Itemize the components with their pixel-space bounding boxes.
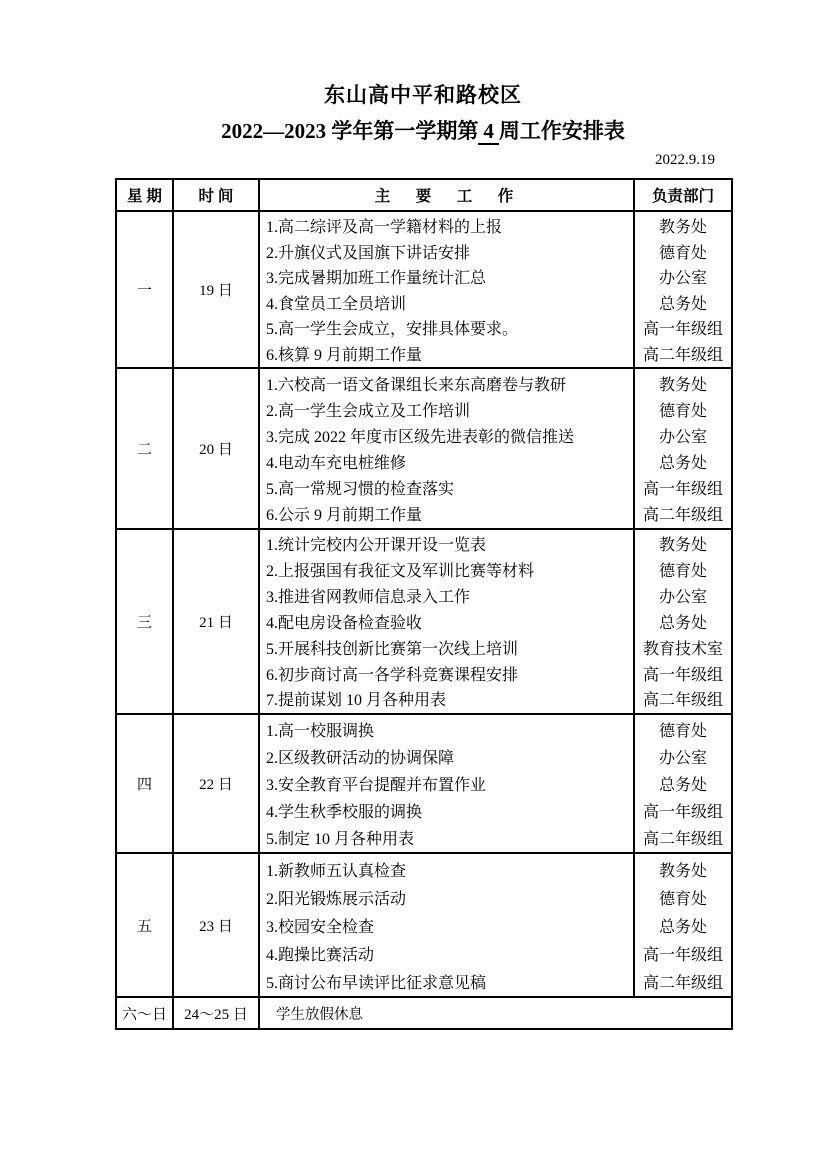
document-date: 2022.9.19 (655, 152, 715, 168)
work-item-number: 4. (266, 804, 278, 821)
day-cell: 二 (116, 368, 173, 529)
work-item-text: 制定 10 月各种用表 (278, 831, 415, 848)
work-item-number: 6. (266, 507, 278, 525)
work-item-number: 2. (266, 402, 278, 420)
work-item-text: 阳光锻炼展示活动 (278, 890, 407, 908)
work-item-number: 3. (266, 589, 278, 607)
dept-item: 总务处 (658, 918, 707, 936)
work-items-list (260, 213, 633, 366)
day-cell: 三 (116, 529, 173, 714)
work-item-text: 初步商讨高一各学科竞赛课程安排 (278, 666, 519, 684)
dept-item: 办公室 (658, 750, 707, 767)
work-items-cell (259, 211, 634, 368)
dept-item: 高一年级组 (642, 666, 723, 684)
day-cell: 四 (116, 714, 173, 853)
work-item-number: 1. (266, 219, 278, 237)
table-row (116, 714, 732, 853)
date-cell: 24～25 日 (173, 997, 259, 1029)
work-item (266, 398, 633, 421)
work-item-text: 商讨公布早读评比征求意见稿 (278, 974, 487, 992)
subtitle-suffix: 周工作安排表 (498, 119, 625, 143)
dept-cell (634, 211, 732, 368)
dept-item: 总务处 (658, 295, 707, 313)
work-item (266, 799, 633, 822)
work-item-text: 高一学生会成立及工作培训 (278, 402, 471, 420)
dept-item: 总务处 (658, 455, 707, 473)
work-item (266, 942, 633, 965)
work-item-text: 电动车充电桩维修 (278, 455, 407, 473)
dept-list (635, 213, 731, 366)
work-item-number: 3. (266, 428, 278, 446)
work-item (266, 772, 633, 795)
work-item-number: 5. (266, 321, 278, 339)
work-item (266, 214, 633, 237)
col-header-time: 时 间 (173, 179, 259, 211)
work-item-text: 跑操比赛活动 (278, 946, 375, 964)
holiday-note-cell (259, 997, 732, 1029)
work-item (266, 914, 633, 937)
work-item (266, 745, 633, 768)
dept-cell (634, 714, 732, 853)
work-item-number: 5. (266, 481, 278, 499)
week-number: 4 (478, 119, 499, 145)
date-cell: 20 日 (173, 368, 259, 529)
work-item (266, 316, 633, 339)
work-item-number: 2. (266, 890, 278, 908)
work-item-number: 5. (266, 831, 278, 848)
dept-cell (634, 853, 732, 997)
page-subtitle (115, 117, 731, 145)
dept-item: 德育处 (658, 402, 707, 420)
dept-list (635, 531, 731, 712)
dept-item: 高一年级组 (642, 946, 723, 964)
table-row (116, 529, 732, 714)
work-item-number: 2. (266, 750, 278, 767)
table-row (116, 997, 732, 1029)
work-items-list (260, 370, 633, 527)
table-body (116, 211, 732, 1029)
work-item-text: 高二综评及高一学籍材料的上报 (278, 219, 503, 237)
work-item (266, 265, 633, 288)
work-item-number: 4. (266, 455, 278, 473)
col-header-dept: 负责部门 (634, 179, 732, 211)
work-item-text: 新教师五认真检查 (278, 862, 407, 880)
work-item-text: 完成 2022 年度市区级先进表彰的微信推送 (278, 428, 575, 446)
table-row (116, 211, 732, 368)
work-item (266, 558, 633, 581)
dept-cell (634, 368, 732, 529)
work-item-number: 3. (266, 777, 278, 794)
work-item (266, 826, 633, 849)
work-item (266, 886, 633, 909)
holiday-note: 学生放假休息 (276, 1006, 363, 1023)
page-title: 东山高中平和路校区 (324, 83, 522, 107)
dept-item: 高二年级组 (642, 974, 723, 992)
header-row (116, 179, 732, 211)
work-items-list (260, 531, 633, 712)
work-item (266, 970, 633, 993)
work-item (266, 687, 633, 710)
work-items-list (260, 716, 633, 851)
work-item-number: 2. (266, 244, 278, 262)
work-item-number: 6. (266, 666, 278, 684)
table-row (116, 368, 732, 529)
work-item (266, 240, 633, 263)
work-item (266, 610, 633, 633)
work-item-text: 食堂员工全员培训 (278, 295, 407, 313)
dept-item: 办公室 (658, 270, 707, 288)
dept-item: 高二年级组 (642, 507, 723, 525)
work-item (266, 372, 633, 395)
table-row (116, 853, 732, 997)
work-item-text: 高一学生会成立，安排具体要求。 (278, 321, 519, 339)
work-item (266, 342, 633, 365)
work-item-text: 区级教研活动的协调保障 (278, 750, 455, 767)
work-item (266, 424, 633, 447)
dept-item: 教务处 (658, 219, 707, 237)
work-item-text: 高一校服调换 (278, 723, 375, 740)
dept-list (635, 370, 731, 527)
work-item-text: 学生秋季校服的调换 (278, 804, 423, 821)
work-item-text: 升旗仪式及国旗下讲话安排 (278, 244, 471, 262)
work-item (266, 858, 633, 881)
dept-item: 高二年级组 (642, 831, 723, 848)
dept-item: 办公室 (658, 589, 707, 607)
work-items-cell (259, 853, 634, 997)
table-header (116, 179, 732, 211)
dept-list (635, 716, 731, 851)
work-item-number: 4. (266, 295, 278, 313)
col-header-work: 主 要 工 作 (259, 179, 634, 211)
work-item-text: 安全教育平台提醒并布置作业 (278, 777, 487, 794)
work-item-number: 3. (266, 918, 278, 936)
work-schedule-table (115, 178, 733, 1030)
dept-item: 教务处 (658, 537, 707, 555)
dept-item: 高一年级组 (642, 321, 723, 339)
date-cell: 21 日 (173, 529, 259, 714)
work-item-number: 4. (266, 946, 278, 964)
work-item-text: 完成暑期加班工作量统计汇总 (278, 270, 487, 288)
work-item-number: 2. (266, 563, 278, 581)
work-item-text: 配电房设备检查验收 (278, 614, 423, 632)
dept-item: 教务处 (658, 862, 707, 880)
work-item-text: 公示 9 月前期工作量 (278, 507, 423, 525)
work-item-number: 1. (266, 376, 278, 394)
work-item-number: 5. (266, 640, 278, 658)
dept-item: 德育处 (658, 563, 707, 581)
work-item (266, 291, 633, 314)
work-item-text: 提前谋划 10 月各种用表 (278, 692, 447, 710)
dept-item: 办公室 (658, 428, 707, 446)
work-item (266, 476, 633, 499)
work-item (266, 502, 633, 525)
work-item-text: 核算 9 月前期工作量 (278, 346, 423, 364)
work-item (266, 584, 633, 607)
work-item-text: 高一常规习惯的检查落实 (278, 481, 455, 499)
day-cell: 六～日 (116, 997, 173, 1029)
work-item (266, 450, 633, 473)
date-cell: 23 日 (173, 853, 259, 997)
dept-item: 高一年级组 (642, 481, 723, 499)
work-item-number: 7. (266, 692, 278, 710)
work-item (266, 636, 633, 659)
dept-item: 总务处 (658, 614, 707, 632)
dept-cell (634, 529, 732, 714)
dept-item: 教育技术室 (642, 640, 723, 658)
work-item-text: 校园安全检查 (278, 918, 375, 936)
date-cell: 22 日 (173, 714, 259, 853)
work-item-number: 1. (266, 723, 278, 740)
work-items-list (260, 855, 633, 995)
work-item-number: 1. (266, 537, 278, 555)
dept-item: 教务处 (658, 376, 707, 394)
dept-item: 德育处 (658, 244, 707, 262)
work-item-number: 4. (266, 614, 278, 632)
work-item-text: 开展科技创新比赛第一次线上培训 (278, 640, 519, 658)
work-item-number: 6. (266, 346, 278, 364)
work-items-cell (259, 529, 634, 714)
subtitle-prefix: 2022—2023 学年第一学期第 (221, 119, 479, 143)
dept-item: 德育处 (658, 723, 707, 740)
work-item-text: 统计完校内公开课开设一览表 (278, 537, 487, 555)
work-item (266, 662, 633, 685)
dept-item: 德育处 (658, 890, 707, 908)
work-item (266, 532, 633, 555)
work-item-number: 5. (266, 974, 278, 992)
date-cell: 19 日 (173, 211, 259, 368)
work-items-cell (259, 368, 634, 529)
day-cell: 一 (116, 211, 173, 368)
work-item-number: 3. (266, 270, 278, 288)
col-header-day: 星 期 (116, 179, 173, 211)
dept-item: 高一年级组 (642, 804, 723, 821)
work-item (266, 718, 633, 741)
work-items-cell (259, 714, 634, 853)
work-item-text: 上报强国有我征文及军训比赛等材料 (278, 563, 535, 581)
dept-item: 总务处 (658, 777, 707, 794)
page-content (115, 0, 731, 1030)
dept-item: 高二年级组 (642, 692, 723, 710)
dept-item: 高二年级组 (642, 346, 723, 364)
dept-list (635, 855, 731, 995)
day-cell: 五 (116, 853, 173, 997)
work-item-number: 1. (266, 862, 278, 880)
work-item-text: 推进省网教师信息录入工作 (278, 589, 471, 607)
work-item-text: 六校高一语文备课组长来东高磨卷与教研 (278, 376, 567, 394)
